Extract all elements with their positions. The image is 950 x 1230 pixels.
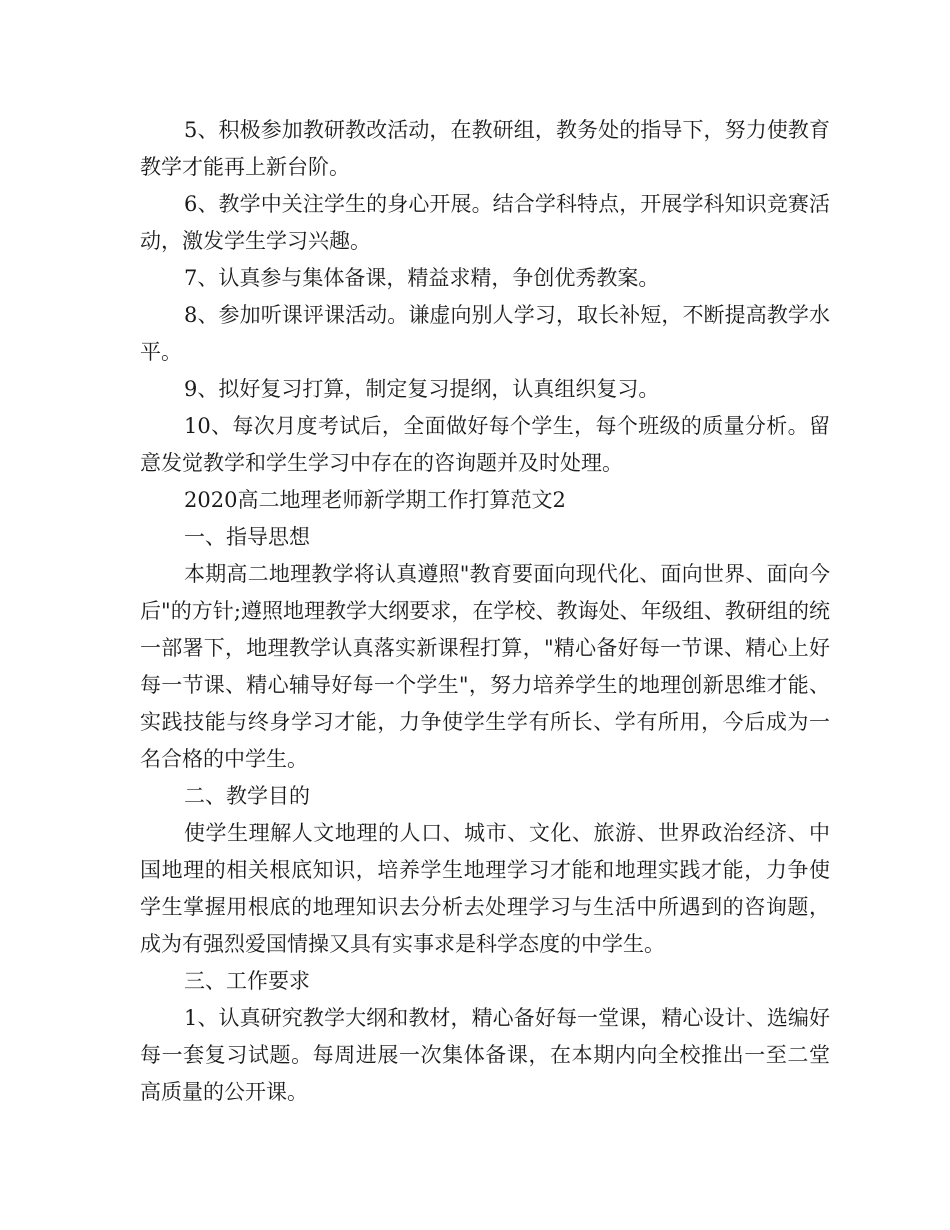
paragraph-item-6: 6、教学中关注学生的身心开展。结合学科特点，开展学科知识竞赛活动，激发学生学习兴趣。 <box>140 192 830 253</box>
document-body <box>140 112 830 1111</box>
heading-teaching-goals: 二、教学目的 <box>184 784 310 808</box>
paragraph-requirement-1: 1、认真研究教学大纲和教材，精心备好每一堂课，精心设计、选编好每一套复习试题。每周进展一次集体备课，在本期内向全校推出一至二堂高质量的公开课。 <box>140 1006 830 1104</box>
paragraph-item-5: 5、积极参加教研教改活动，在教研组，教务处的指导下，努力使教育教学才能再上新台阶。 <box>140 118 830 179</box>
heading-work-requirements: 三、工作要求 <box>184 969 310 993</box>
paragraph-item-9: 9、拟好复习打算，制定复习提纲，认真组织复习。 <box>184 377 660 401</box>
paragraph-guiding-ideology: 本期高二地理教学将认真遵照"教育要面向现代化、面向世界、面向今后"的方针;遵照地理教学大纲要求，在学校、教诲处、年级组、教研组的统一部署下，地理教学认真落实新课程打算，"精心备好每一节课、精心上好每一节课、精心辅导好每一个学生"，努力培养学生的地理创新思维才能、实践技能与终身学习才能，力争使学生学有所长、学有所用，今后成为一名合格的中学生。 <box>140 562 830 771</box>
heading-guiding-ideology: 一、指导思想 <box>184 525 310 549</box>
paragraph-item-7: 7、认真参与集体备课，精益求精，争创优秀教案。 <box>184 266 660 290</box>
paragraph-item-10: 10、每次月度考试后，全面做好每个学生，每个班级的质量分析。留意发觉教学和学生学习中存在的咨询题并及时处理。 <box>140 414 830 475</box>
paragraph-teaching-goals: 使学生理解人文地理的人口、城市、文化、旅游、世界政治经济、中国地理的相关根底知识，培养学生地理学习才能和地理实践才能，力争使学生掌握用根底的地理知识去分析去处理学习与生活中所遇到的咨询题，成为有强烈爱国情操又具有实事求是科学态度的中学生。 <box>140 821 830 956</box>
paragraph-item-8: 8、参加听课评课活动。谦虚向别人学习，取长补短，不断提高教学水平。 <box>140 303 830 364</box>
section-title: 2020高二地理老师新学期工作打算范文2 <box>184 488 566 512</box>
